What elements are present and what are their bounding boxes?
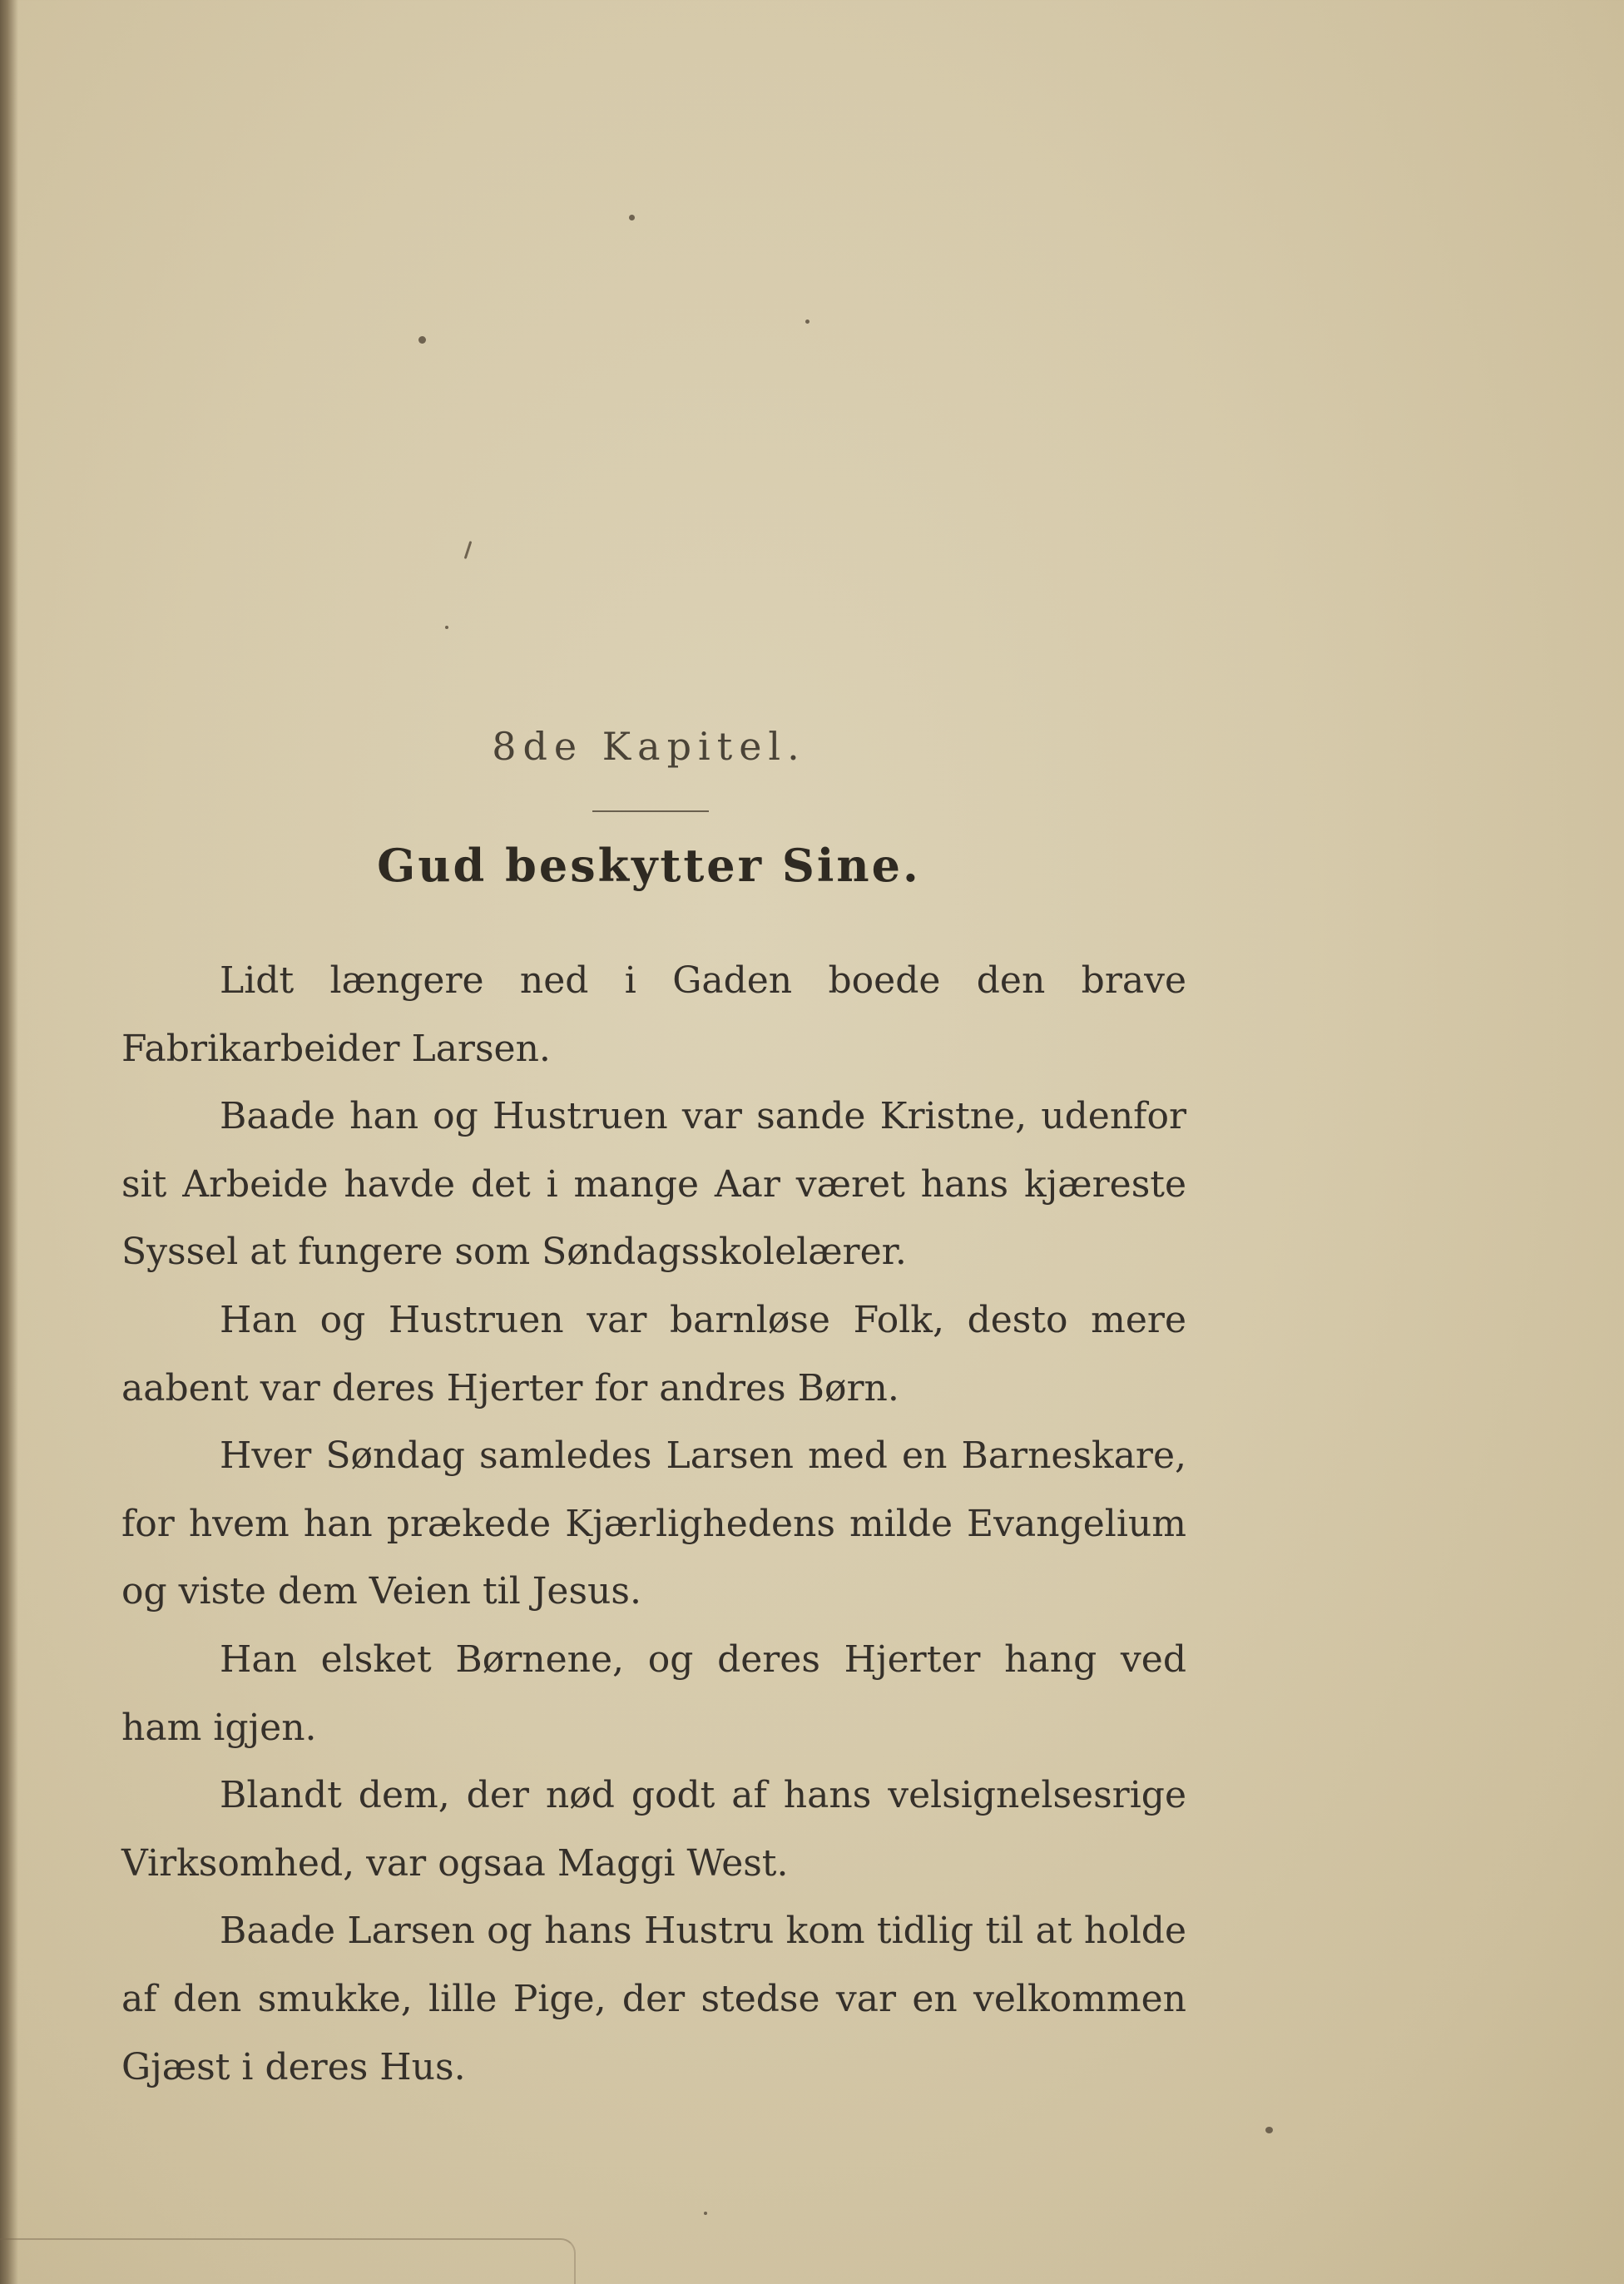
paragraph: Lidt længere ned i Gaden boede den brave Fabrikarbeider Larsen. xyxy=(121,959,1186,1070)
chapter-title: Gud beskytter Sine. xyxy=(377,839,921,892)
paragraph: Hver Søndag samledes Larsen med en Barneskare, for hvem han prækede Kjærlighedens milde Evangelium og viste dem Veien til Jesus. xyxy=(121,1434,1186,1613)
paragraph: Han elsket Børnene, og deres Hjerter hang ved ham igjen. xyxy=(121,1637,1186,1749)
paper-speck xyxy=(464,541,473,559)
paragraph: Blandt dem, der nød godt af hans velsignelsesrige Virksomhed, var ogsaa Maggi West. xyxy=(121,1774,1186,1885)
paper-speck xyxy=(1265,2127,1273,2133)
paper-speck xyxy=(418,336,426,344)
page-fold-mark xyxy=(0,2238,576,2284)
paper-speck xyxy=(805,320,810,324)
paper-speck xyxy=(445,626,448,629)
paper-speck xyxy=(629,215,635,220)
paper-speck xyxy=(704,2212,707,2215)
paragraph: Baade han og Hustruen var sande Kristne, udenfor sit Arbeide havde det i mange Aar været hans kjæreste Syssel at fungere som Søndagsskolelærer. xyxy=(121,1095,1186,1274)
title-divider xyxy=(592,810,709,812)
chapter-body xyxy=(121,947,1186,2101)
chapter-label: 8de Kapitel. xyxy=(492,724,806,769)
paragraph: Han og Hustruen var barnløse Folk, desto mere aabent var deres Hjerter for andres Børn. xyxy=(121,1298,1186,1410)
paragraph: Baade Larsen og hans Hustru kom tidlig til at holde af den smukke, lille Pige, der stedse var en velkommen Gjæst i deres Hus. xyxy=(121,1910,1186,2088)
page-binding-edge xyxy=(0,0,18,2284)
